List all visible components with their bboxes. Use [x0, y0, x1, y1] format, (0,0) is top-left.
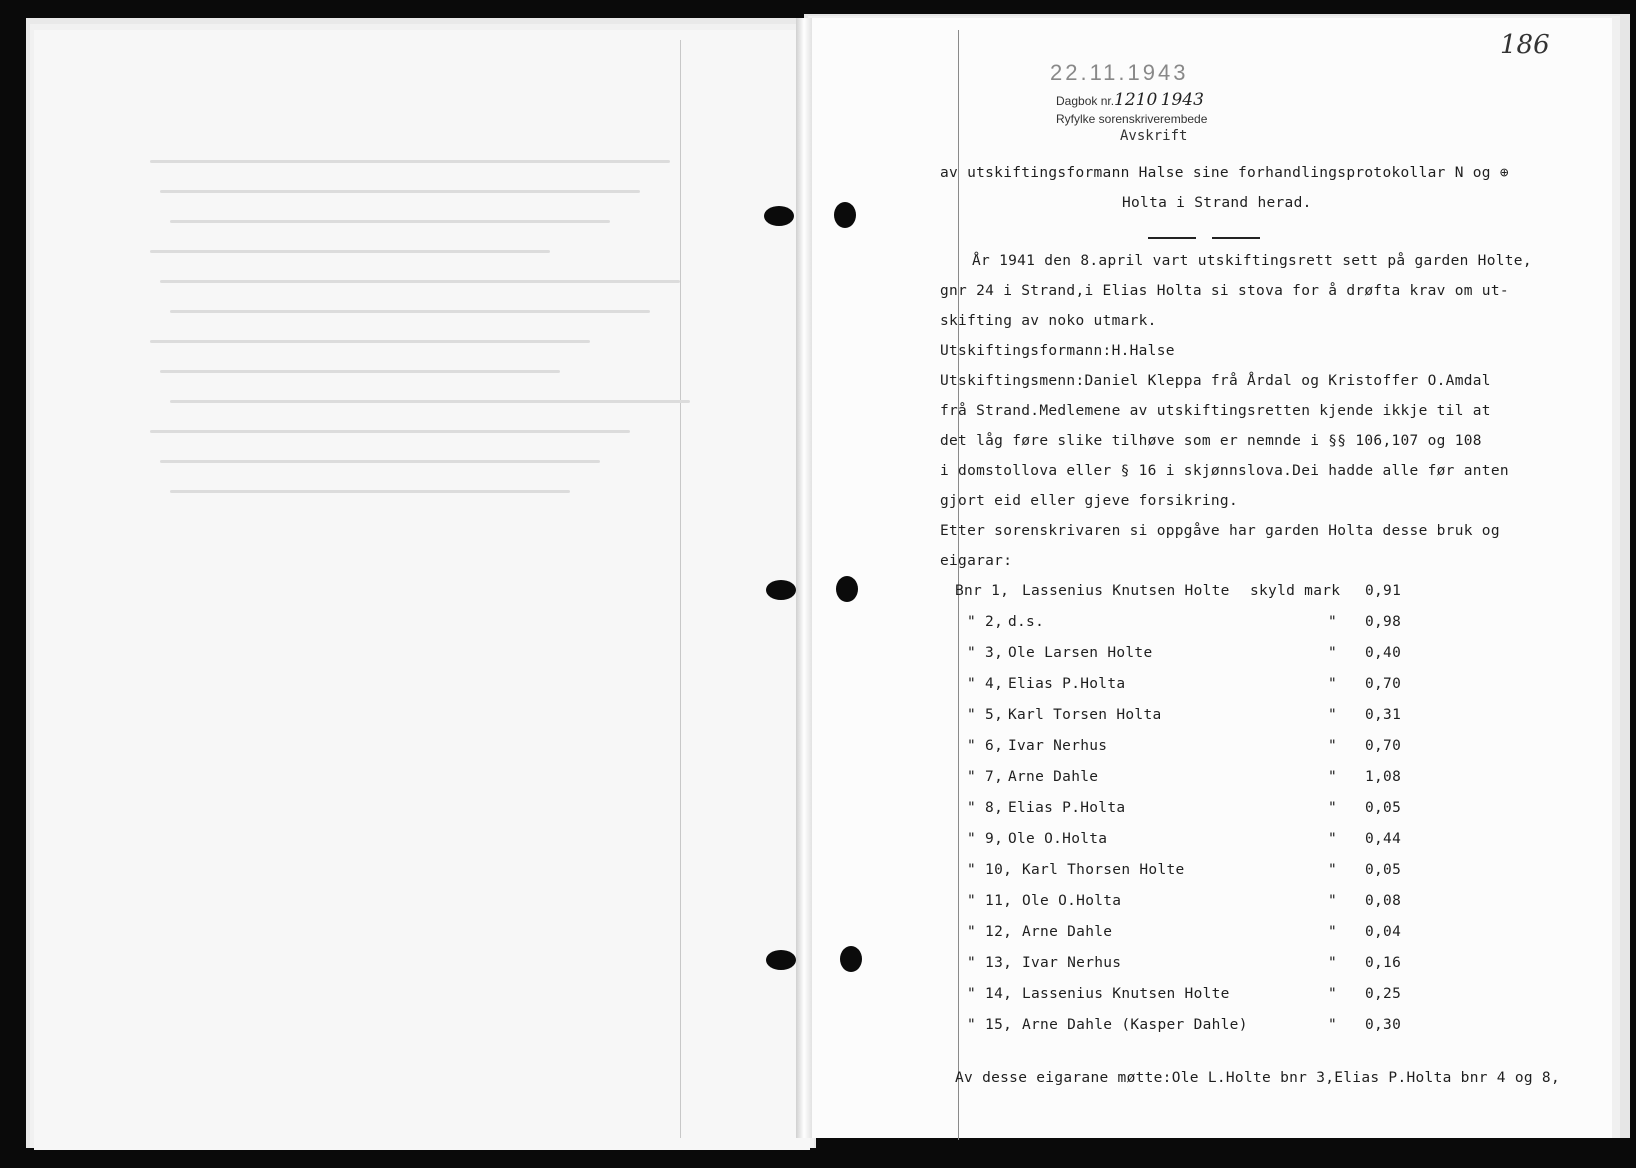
- bleed-stroke: [160, 190, 640, 193]
- ditto-mark: ": [1328, 707, 1338, 723]
- owner-name: Lassenius Knutsen Holte: [1022, 986, 1230, 1002]
- ditto-mark: ": [1328, 862, 1338, 878]
- ditto-mark: ": [1328, 893, 1338, 909]
- separator-dash-1: [1148, 237, 1196, 239]
- owner-name: Karl Torsen Holta: [1008, 707, 1162, 723]
- owner-bnr: Bnr 1,: [955, 583, 1010, 599]
- ditto-mark: ": [1328, 800, 1338, 816]
- document-line: gnr 24 i Strand,i Elias Holta si stova for å drøfta krav om ut-: [940, 283, 1509, 299]
- owner-bnr: " 15,: [967, 1017, 1013, 1033]
- owner-name: Ole O.Holta: [1022, 893, 1122, 909]
- right-page: [812, 18, 1612, 1138]
- owner-skyld: 0,70: [1365, 676, 1402, 692]
- document-line: eigarar:: [940, 553, 1013, 569]
- owner-name: Arne Dahle (Kasper Dahle): [1022, 1017, 1248, 1033]
- owner-bnr: " 13,: [967, 955, 1013, 971]
- document-line: i domstollova eller § 16 i skjønnslova.Dei hadde alle før anten: [940, 463, 1509, 479]
- owner-name: Ivar Nerhus: [1008, 738, 1108, 754]
- owner-skyld: 0,16: [1365, 955, 1402, 971]
- owner-skyld: 0,05: [1365, 800, 1402, 816]
- document-line: Utskiftingsmenn:Daniel Kleppa frå Årdal og Kristoffer O.Amdal: [940, 373, 1491, 389]
- bleed-stroke: [160, 460, 600, 463]
- owner-bnr: " 2,: [967, 614, 1004, 630]
- owner-name: Elias P.Holta: [1008, 676, 1126, 692]
- skyld-label: skyld mark: [1250, 583, 1341, 599]
- ditto-mark: ": [1328, 769, 1338, 785]
- owner-name: d.s.: [1008, 614, 1045, 630]
- bleed-stroke: [170, 310, 650, 313]
- ditto-mark: ": [1328, 986, 1338, 1002]
- bleed-stroke: [170, 490, 570, 493]
- owner-skyld: 0,70: [1365, 738, 1402, 754]
- owner-bnr: " 4,: [967, 676, 1004, 692]
- closing-line: Av desse eigarane møtte:Ole L.Holte bnr 3,Elias P.Holta bnr 4 og 8,: [955, 1070, 1560, 1086]
- owner-name: Ole Larsen Holte: [1008, 645, 1153, 661]
- document-line: frå Strand.Medlemene av utskiftingsretten kjende ikkje til at: [940, 403, 1491, 419]
- bleed-stroke: [150, 430, 630, 433]
- owner-name: Ole O.Holta: [1008, 831, 1108, 847]
- document-line: Holta i Strand herad.: [1122, 195, 1312, 211]
- document-line: gjort eid eller gjeve forsikring.: [940, 493, 1238, 509]
- bleed-stroke: [150, 340, 590, 343]
- dagbok-number: 1210: [1114, 90, 1158, 110]
- punch-hole-right-top: [834, 202, 856, 228]
- owner-skyld: 0,05: [1365, 862, 1402, 878]
- office-name: Ryfylke sorenskriverembede: [1056, 112, 1208, 126]
- date-stamp: 22.11.1943: [1050, 60, 1189, 85]
- owner-skyld: 0,98: [1365, 614, 1402, 630]
- document-line: det låg føre slike tilhøve som er nemnde i §§ 106,107 og 108: [940, 433, 1482, 449]
- owner-skyld: 1,08: [1365, 769, 1402, 785]
- bleed-stroke: [170, 400, 690, 403]
- separator-dash-2: [1212, 237, 1260, 239]
- document-line: av utskiftingsformann Halse sine forhandlingsprotokollar N og ⊕: [940, 165, 1509, 181]
- owner-name: Ivar Nerhus: [1022, 955, 1122, 971]
- ditto-mark: ": [1328, 676, 1338, 692]
- ditto-mark: ": [1328, 955, 1338, 971]
- punch-hole-right-bottom: [840, 946, 862, 972]
- dagbok-line: [1056, 90, 1204, 110]
- owner-name: Arne Dahle: [1008, 769, 1099, 785]
- ditto-mark: ": [1328, 738, 1338, 754]
- punch-hole-left-bottom: [766, 950, 796, 970]
- owner-name: Karl Thorsen Holte: [1022, 862, 1185, 878]
- document-line: skifting av noko utmark.: [940, 313, 1157, 329]
- dagbok-label: Dagbok nr.: [1056, 94, 1115, 108]
- owner-skyld: 0,25: [1365, 986, 1402, 1002]
- owner-bnr: " 7,: [967, 769, 1004, 785]
- page-number: 186: [1500, 30, 1550, 60]
- ditto-mark: ": [1328, 1017, 1338, 1033]
- left-page-blank: [34, 30, 810, 1150]
- owner-bnr: " 9,: [967, 831, 1004, 847]
- owner-name: Arne Dahle: [1022, 924, 1113, 940]
- owner-bnr: " 12,: [967, 924, 1013, 940]
- book-spine: [796, 18, 812, 1138]
- owner-bnr: " 14,: [967, 986, 1013, 1002]
- ditto-mark: ": [1328, 924, 1338, 940]
- owner-bnr: " 10,: [967, 862, 1013, 878]
- owner-skyld: 0,40: [1365, 645, 1402, 661]
- owner-name: Elias P.Holta: [1008, 800, 1126, 816]
- owner-bnr: " 11,: [967, 893, 1013, 909]
- dagbok-year: 1943: [1160, 90, 1204, 110]
- owner-name: Lassenius Knutsen Holte: [1022, 583, 1230, 599]
- owner-skyld: 0,31: [1365, 707, 1402, 723]
- copy-label: Avskrift: [1120, 128, 1188, 144]
- bleed-stroke: [160, 280, 680, 283]
- document-line: Utskiftingsformann:H.Halse: [940, 343, 1175, 359]
- owner-skyld: 0,08: [1365, 893, 1402, 909]
- punch-hole-right-middle: [836, 576, 858, 602]
- ditto-mark: ": [1328, 614, 1338, 630]
- document-line: Etter sorenskrivaren si oppgåve har garden Holta desse bruk og: [940, 523, 1500, 539]
- punch-hole-left-middle: [766, 580, 796, 600]
- owner-bnr: " 5,: [967, 707, 1004, 723]
- bleed-stroke: [160, 370, 560, 373]
- owner-bnr: " 6,: [967, 738, 1004, 754]
- document-line: År 1941 den 8.april vart utskiftingsrett sett på garden Holte,: [972, 253, 1532, 269]
- punch-hole-left-top: [764, 206, 794, 226]
- left-page-fold-line: [680, 40, 681, 1138]
- bleed-stroke: [170, 220, 610, 223]
- bleed-stroke: [150, 160, 670, 163]
- owner-bnr: " 3,: [967, 645, 1004, 661]
- owner-bnr: " 8,: [967, 800, 1004, 816]
- owner-skyld: 0,30: [1365, 1017, 1402, 1033]
- bleed-stroke: [150, 250, 550, 253]
- owner-skyld: 0,44: [1365, 831, 1402, 847]
- ditto-mark: ": [1328, 645, 1338, 661]
- ditto-mark: ": [1328, 831, 1338, 847]
- owner-skyld: 0,04: [1365, 924, 1402, 940]
- owner-skyld: 0,91: [1365, 583, 1402, 599]
